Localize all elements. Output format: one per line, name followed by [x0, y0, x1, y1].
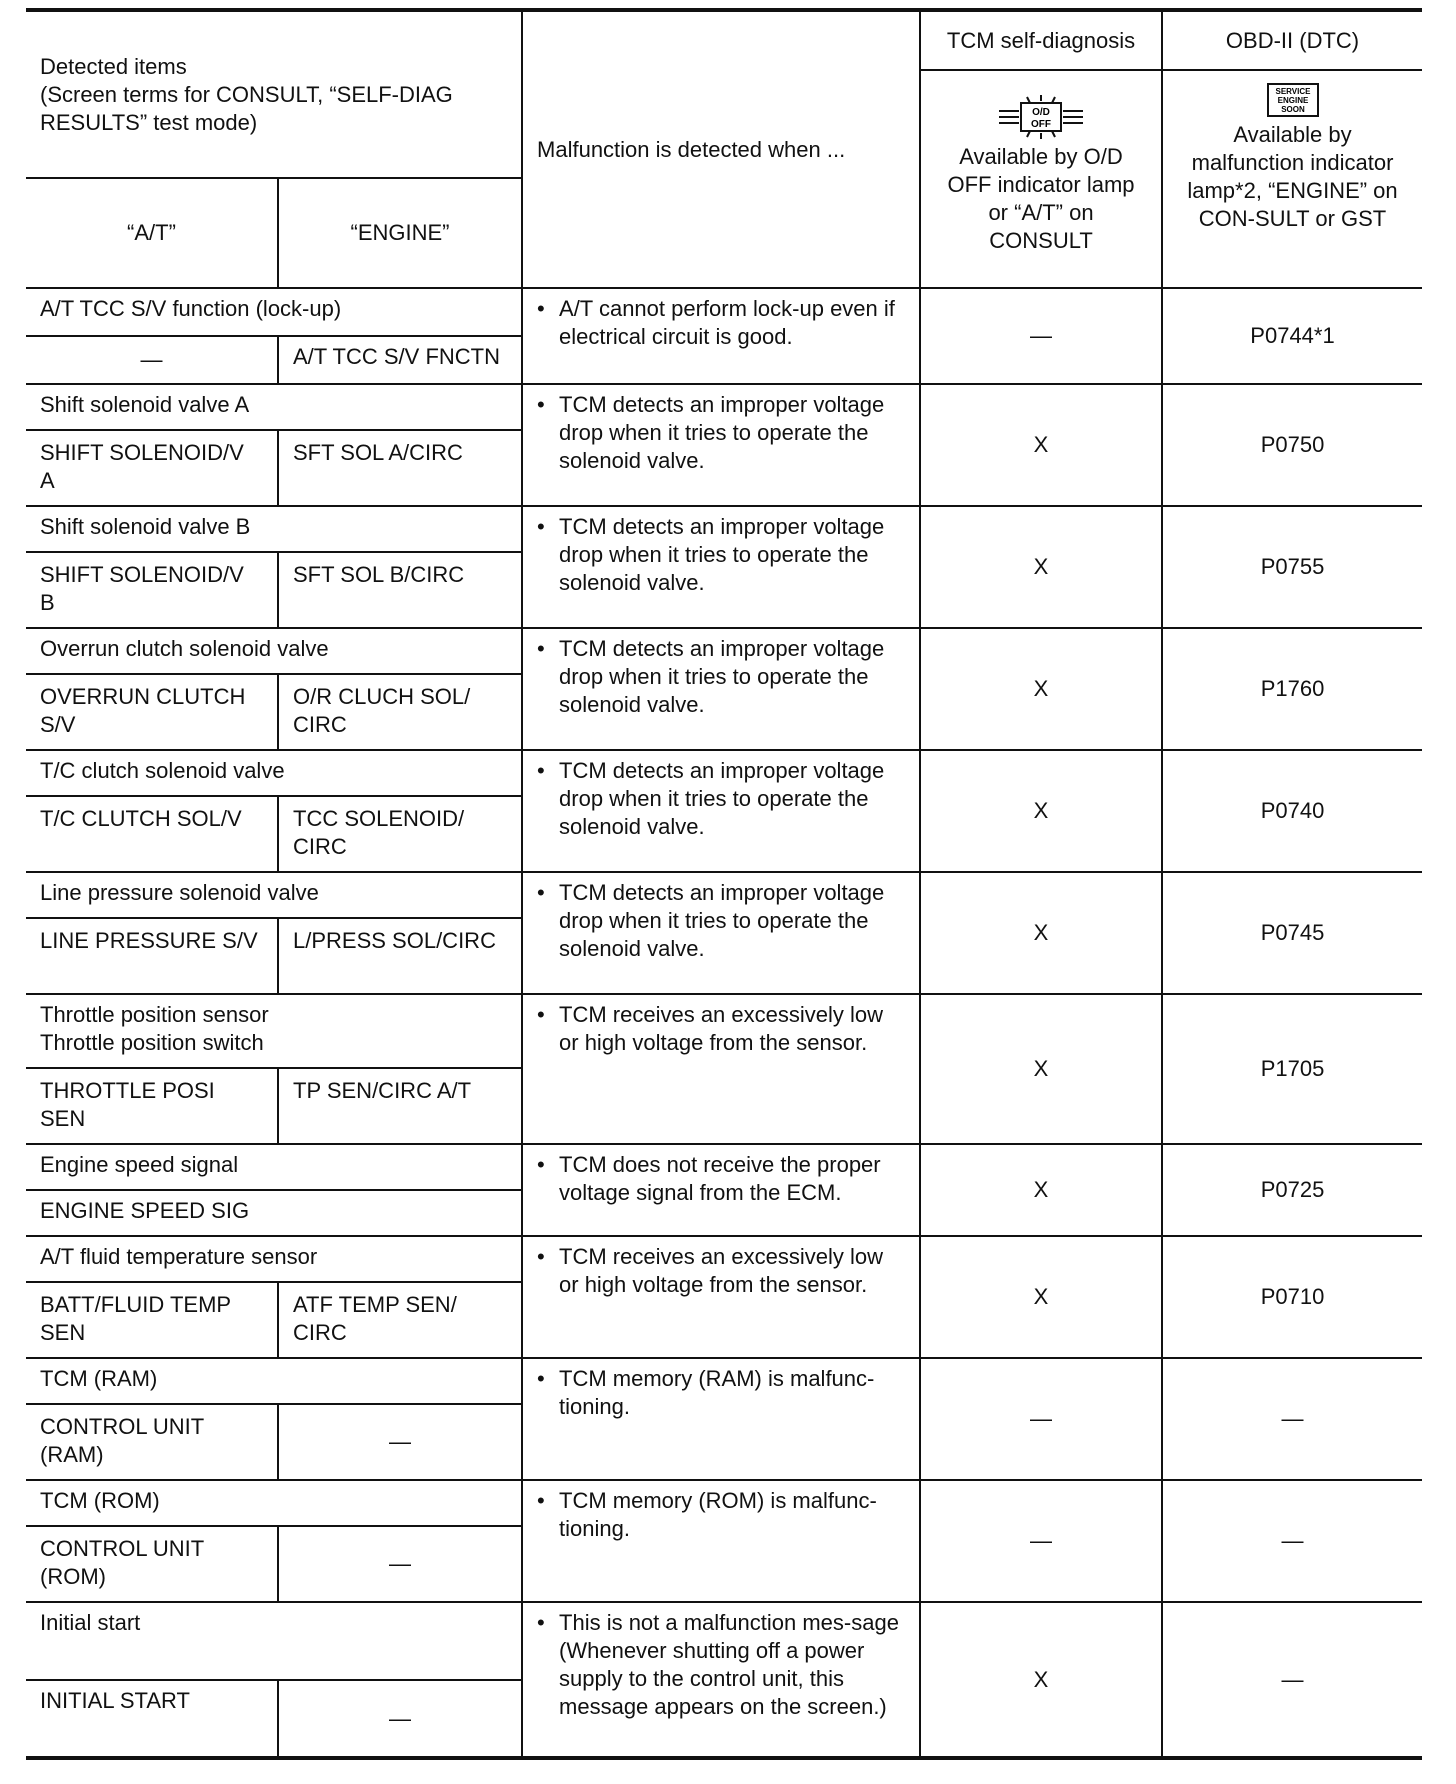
at-term: ENGINE SPEED SIG	[26, 1190, 522, 1236]
malfunction-cell	[522, 994, 920, 1144]
tcm-value: X	[920, 750, 1162, 872]
table-row	[26, 1602, 1422, 1680]
tcm-value: X	[920, 994, 1162, 1144]
table-row	[26, 384, 1422, 430]
malfunction-cell	[522, 872, 920, 994]
engine-term: SFT SOL A/CIRC	[278, 430, 522, 506]
obd-code: —	[1162, 1358, 1422, 1480]
table-row	[26, 288, 1422, 336]
obd-code: P0725	[1162, 1144, 1422, 1236]
engine-term: O/R CLUCH SOL/ CIRC	[278, 674, 522, 750]
engine-column-header: “ENGINE”	[278, 178, 522, 288]
malfunction-header: Malfunction is detected when ...	[522, 10, 920, 288]
item-name: TCM (ROM)	[26, 1480, 522, 1526]
engine-term: —	[278, 1526, 522, 1602]
bullet: •	[537, 1002, 545, 1027]
malfunction-text: TCM detects an improper voltage drop when it tries to operate the solenoid valve.	[559, 392, 885, 473]
at-term: CONTROL UNIT (RAM)	[26, 1404, 278, 1480]
malfunction-text: TCM memory (RAM) is malfunc-tioning.	[559, 1366, 875, 1419]
item-name-line2: Throttle position switch	[40, 1030, 264, 1055]
tcm-value: X	[920, 1602, 1162, 1758]
malfunction-cell	[522, 1480, 920, 1602]
at-term: OVERRUN CLUTCH S/V	[26, 674, 278, 750]
bullet: •	[537, 514, 545, 539]
item-name: A/T fluid temperature sensor	[26, 1236, 522, 1282]
bullet: •	[537, 1244, 545, 1269]
malfunction-text: This is not a malfunction mes-sage (Whenever shutting off a power supply to the control unit, this message appears on the screen.)	[559, 1610, 899, 1719]
tcm-value: X	[920, 628, 1162, 750]
tcm-value: —	[920, 288, 1162, 384]
obd-code: P0740	[1162, 750, 1422, 872]
malfunction-cell	[522, 1358, 920, 1480]
malfunction-indicator-lamp-icon	[1267, 83, 1319, 117]
table-row	[26, 1236, 1422, 1282]
obd-code: P0744*1	[1162, 288, 1422, 384]
malfunction-cell	[522, 506, 920, 628]
at-term: SHIFT SOLENOID/V B	[26, 552, 278, 628]
malfunction-cell	[522, 384, 920, 506]
at-term: —	[26, 336, 278, 384]
tcm-value: X	[920, 384, 1162, 506]
detected-items-header	[26, 10, 522, 178]
self-diagnosis-table	[26, 8, 1422, 1760]
obd-code: —	[1162, 1602, 1422, 1758]
bullet: •	[537, 392, 545, 417]
obd-code: P1760	[1162, 628, 1422, 750]
engine-term: ATF TEMP SEN/ CIRC	[278, 1282, 522, 1358]
obd-code: P0745	[1162, 872, 1422, 994]
malfunction-text: TCM detects an improper voltage drop when it tries to operate the solenoid valve.	[559, 758, 885, 839]
engine-term: SFT SOL B/CIRC	[278, 552, 522, 628]
tcm-value: —	[920, 1358, 1162, 1480]
item-name	[26, 994, 522, 1068]
malfunction-text: A/T cannot perform lock-up even if electrical circuit is good.	[559, 296, 895, 349]
od-lamp-text: O/D	[1032, 107, 1050, 118]
bullet: •	[537, 1152, 545, 1177]
engine-term: —	[278, 1404, 522, 1480]
detected-items-note: (Screen terms for CONSULT, “SELF-DIAG RESULTS” test mode)	[40, 81, 453, 135]
table-row	[26, 994, 1422, 1068]
engine-term: TCC SOLENOID/ CIRC	[278, 796, 522, 872]
tcm-value: X	[920, 872, 1162, 994]
table-row	[26, 872, 1422, 918]
item-name: Shift solenoid valve A	[26, 384, 522, 430]
bullet: •	[537, 1610, 545, 1635]
detected-items-title: Detected items	[40, 53, 187, 79]
at-term: CONTROL UNIT (ROM)	[26, 1526, 278, 1602]
malfunction-cell	[522, 1602, 920, 1758]
at-term: LINE PRESSURE S/V	[26, 918, 278, 994]
tcm-self-diagnosis-header: TCM self-diagnosis	[920, 10, 1162, 70]
table-row	[26, 1144, 1422, 1190]
engine-term: L/PRESS SOL/CIRC	[278, 918, 522, 994]
item-name: TCM (RAM)	[26, 1358, 522, 1404]
at-term: THROTTLE POSI SEN	[26, 1068, 278, 1144]
at-term: SHIFT SOLENOID/V A	[26, 430, 278, 506]
obd-code: P0710	[1162, 1236, 1422, 1358]
malfunction-text: TCM detects an improper voltage drop when it tries to operate the solenoid valve.	[559, 880, 885, 961]
malfunction-text: TCM detects an improper voltage drop when it tries to operate the solenoid valve.	[559, 514, 885, 595]
bullet: •	[537, 636, 545, 661]
obd-availability-cell	[1162, 70, 1422, 288]
table-row	[26, 750, 1422, 796]
engine-term: —	[278, 1680, 522, 1758]
mil-service-text: SERVICE	[1275, 87, 1311, 96]
obd-availability-text: Available by malfunction indicator lamp*2, “ENGINE” on CON-SULT or GST	[1187, 122, 1398, 231]
mil-soon-text: SOON	[1280, 105, 1305, 114]
bullet: •	[537, 758, 545, 783]
item-name: Engine speed signal	[26, 1144, 522, 1190]
tcm-value: X	[920, 1236, 1162, 1358]
item-name: Overrun clutch solenoid valve	[26, 628, 522, 674]
bullet: •	[537, 1366, 545, 1391]
item-name: T/C clutch solenoid valve	[26, 750, 522, 796]
table-row	[26, 1480, 1422, 1526]
item-name: A/T TCC S/V function (lock-up)	[26, 288, 522, 336]
mil-engine-text: ENGINE	[1277, 96, 1308, 105]
malfunction-cell	[522, 1144, 920, 1236]
malfunction-cell	[522, 1236, 920, 1358]
table-row	[26, 628, 1422, 674]
tcm-value: —	[920, 1480, 1162, 1602]
at-term: T/C CLUTCH SOL/V	[26, 796, 278, 872]
at-term: INITIAL START	[26, 1680, 278, 1758]
obd-code: —	[1162, 1480, 1422, 1602]
off-lamp-text: OFF	[1031, 119, 1052, 130]
item-name: Line pressure solenoid valve	[26, 872, 522, 918]
diagnosis-sheet	[26, 8, 1422, 1784]
malfunction-text: TCM detects an improper voltage drop when it tries to operate the solenoid valve.	[559, 636, 885, 717]
od-off-indicator-icon	[993, 95, 1089, 139]
bullet: •	[537, 1488, 545, 1513]
table-row	[26, 506, 1422, 552]
obd-code: P1705	[1162, 994, 1422, 1144]
malfunction-cell	[522, 628, 920, 750]
tcm-value: X	[920, 1144, 1162, 1236]
obd-code: P0750	[1162, 384, 1422, 506]
malfunction-cell	[522, 288, 920, 384]
at-term: BATT/FLUID TEMP SEN	[26, 1282, 278, 1358]
engine-term: A/T TCC S/V FNCTN	[278, 336, 522, 384]
tcm-availability-cell	[920, 70, 1162, 288]
malfunction-text: TCM receives an excessively low or high voltage from the sensor.	[559, 1002, 883, 1055]
obd-dtc-header: OBD-II (DTC)	[1162, 10, 1422, 70]
obd-code: P0755	[1162, 506, 1422, 628]
bullet: •	[537, 880, 545, 905]
tcm-value: X	[920, 506, 1162, 628]
malfunction-text: TCM memory (ROM) is malfunc-tioning.	[559, 1488, 877, 1541]
item-name-line1: Throttle position sensor	[40, 1002, 269, 1027]
malfunction-cell	[522, 750, 920, 872]
bullet: •	[537, 296, 545, 321]
malfunction-text: TCM receives an excessively low or high voltage from the sensor.	[559, 1244, 883, 1297]
malfunction-text: TCM does not receive the proper voltage signal from the ECM.	[559, 1152, 881, 1205]
engine-term: TP SEN/CIRC A/T	[278, 1068, 522, 1144]
item-name: Shift solenoid valve B	[26, 506, 522, 552]
tcm-availability-text: Available by O/D OFF indicator lamp or “A/T” on CONSULT	[947, 144, 1135, 253]
item-name: Initial start	[26, 1602, 522, 1680]
at-column-header: “A/T”	[26, 178, 278, 288]
table-row	[26, 1358, 1422, 1404]
